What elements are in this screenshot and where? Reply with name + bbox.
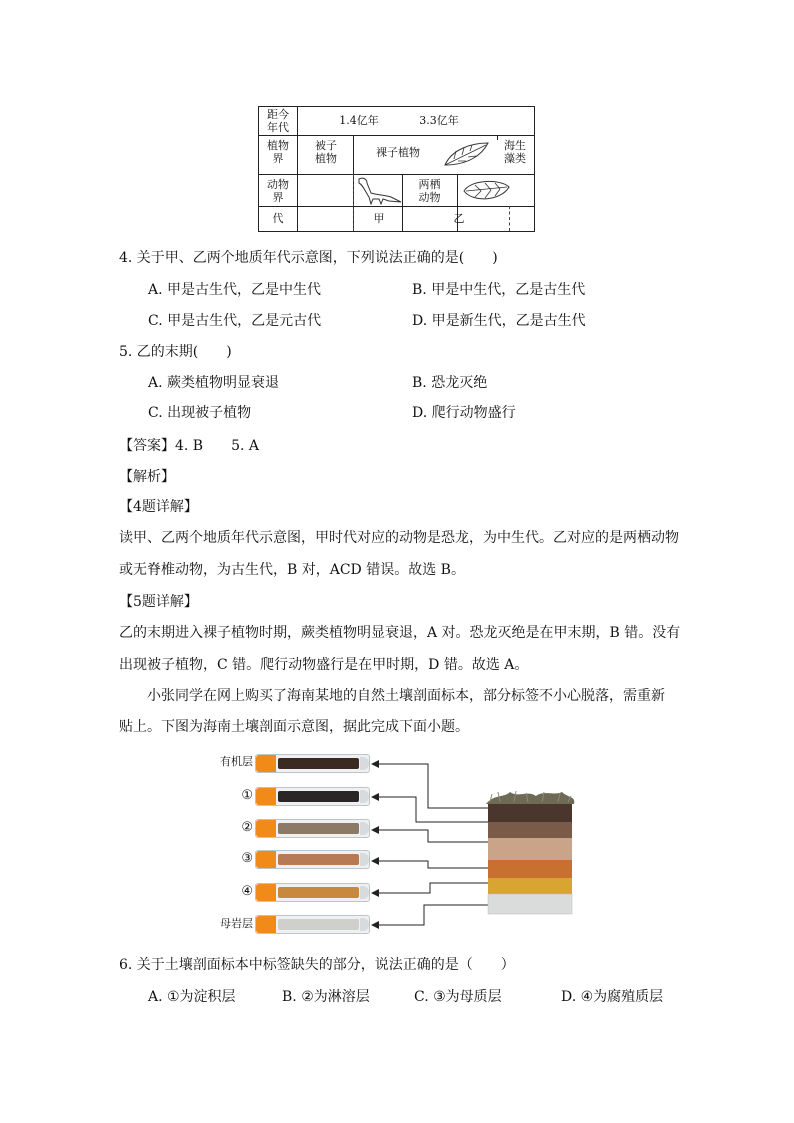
analysis-title: 【解析】 [119,469,175,485]
q4-option-c[interactable]: C. 甲是古生代，乙是元古代 [148,313,322,329]
q5-option-b[interactable]: B. 恐龙灭绝 [412,375,488,391]
geo-era-table [258,106,535,232]
soil-tube-4 [255,883,370,902]
animal-amphibian: 两栖 动物 [418,178,441,204]
row-label-age: 距今 年代 [267,108,289,134]
age-3-3: 3.3亿年 [419,114,459,127]
detail5-line-1: 乙的末期进入裸子植物时期，蕨类植物明显衰退，A 对。恐龙灭绝是在甲末期，B 错。没有 [119,625,681,641]
dinosaur-icon [355,175,403,205]
intro-line-1: 小张同学在网上购买了海南某地的自然土壤剖面标本，部分标签不小心脱落，需重新 [147,688,665,704]
age-1-4: 1.4亿年 [339,114,379,127]
soil-tube-2 [255,819,370,838]
plant-angiosperm: 被子 植物 [315,139,337,165]
q5-stem: 5. 乙的末期( ) [119,344,232,360]
trilobite-leaf-icon [461,177,511,205]
plant-marine-algae: 海生 藻类 [504,139,526,165]
soil-tube-bedrock [255,915,370,934]
q6-option-a[interactable]: A. ①为淀积层 [148,989,236,1005]
era-yi: 乙 [453,212,465,225]
answer-line: 【答案】4. B 5. A [119,438,260,454]
q4-option-d[interactable]: D. 甲是新生代，乙是古生代 [412,313,586,329]
row-label-plants: 植物 界 [267,139,289,165]
detail5-line-2: 出现被子植物，C 错。爬行动物盛行是在甲时期，D 错。故选 A。 [119,657,529,673]
fern-leaf-icon [442,139,492,171]
q6-option-d[interactable]: D. ④为腐殖质层 [561,989,664,1005]
q5-option-c[interactable]: C. 出现被子植物 [148,405,252,421]
tube-label-bedrock: 母岩层 [220,917,253,930]
q4-stem: 4. 关于甲、乙两个地质年代示意图，下列说法正确的是( ) [119,250,498,266]
detail4-line-1: 读甲、乙两个地质年代示意图，甲时代对应的动物是恐龙，为中生代。乙对应的是两栖动物 [119,530,679,546]
q6-stem: 6. 关于土壤剖面标本中标签缺失的部分，说法正确的是（ ） [119,957,515,973]
row-label-animals: 动物 界 [267,178,289,204]
q4-option-b[interactable]: B. 甲是中生代，乙是古生代 [412,282,586,298]
tube-label-4: ④ [241,884,253,899]
soil-profile-block [480,790,585,920]
detail4-line-2: 或无脊椎动物，为古生代，B 对，ACD 错误。故选 B。 [119,562,465,578]
soil-tube-organic [255,754,370,773]
detail5-title: 【5题详解】 [119,594,198,610]
plant-gymnosperm: 裸子植物 [376,146,420,159]
q6-option-c[interactable]: C. ③为母质层 [414,989,502,1005]
row-label-era: 代 [272,212,284,225]
intro-line-2: 贴上。下图为海南土壤剖面示意图，据此完成下面小题。 [119,719,469,735]
q5-option-d[interactable]: D. 爬行动物盛行 [412,405,516,421]
connector-arrows [360,750,500,935]
q6-option-b[interactable]: B. ②为淋溶层 [282,989,370,1005]
soil-tube-3 [255,850,370,869]
tube-label-organic: 有机层 [220,755,253,768]
era-jia: 甲 [373,212,385,225]
tube-label-1: ① [241,788,253,803]
tube-label-3: ③ [241,851,253,866]
tube-label-2: ② [241,820,253,835]
soil-tube-1 [255,787,370,806]
q4-option-a[interactable]: A. 甲是古生代，乙是中生代 [148,282,322,298]
detail4-title: 【4题详解】 [119,499,198,515]
q5-option-a[interactable]: A. 蕨类植物明显衰退 [148,375,280,391]
